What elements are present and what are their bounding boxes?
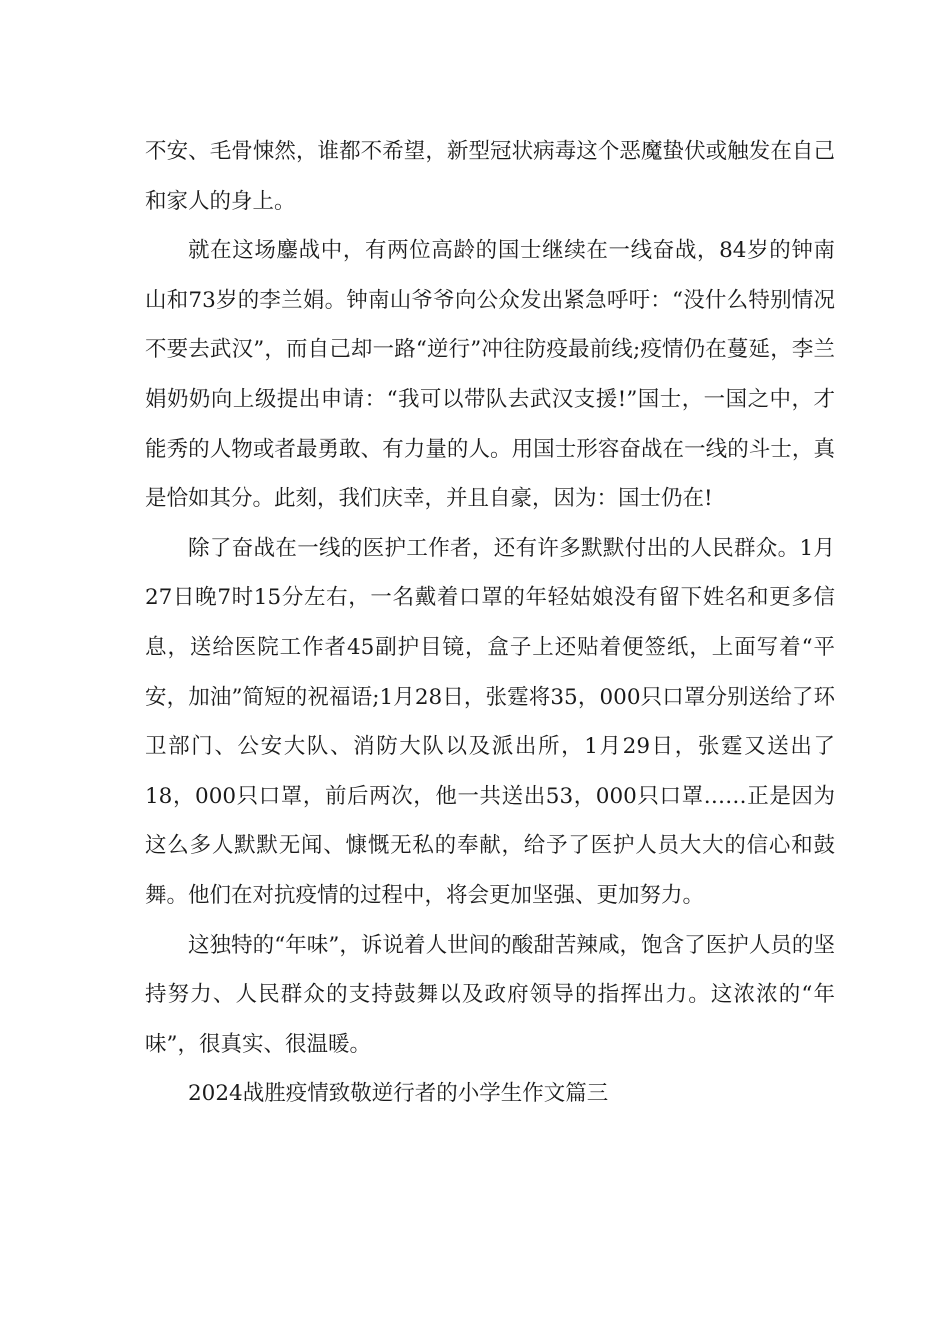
- section-heading: 2024战胜疫情致敬逆行者的小学生作文篇三: [188, 1081, 609, 1107]
- paragraph-ordinary-people: 除了奋战在一线的医护工作者，还有许多默默付出的人民群众。1月27日晚7时15分左右，一名戴着口罩的年轻姑娘没有留下姓名和更多信息，送给医院工作者45副护目镜，盒子上还贴着便签纸，上面写着“平安，加油”简短的祝福语;1月28日，张霆将35，000只口罩分别送给了环卫部门、公安大队、消防大队以及派出所，1月29日，张霆又送出了18，000只口罩，前后两次，他一共送出53，000只口罩……正是因为这么多人默默无闻、慷慨无私的奉献，给予了医护人员大大的信心和鼓舞。他们在对抗疫情的过程中，将会更加坚强、更加努力。: [145, 535, 835, 908]
- paragraph-continued: 不安、毛骨悚然，谁都不希望，新型冠状病毒这个恶魔蛰伏或触发在自己和家人的身上。: [145, 139, 835, 214]
- paragraph-new-year-flavor: 这独特的“年味”，诉说着人世间的酸甜苦辣咸，饱含了医护人员的坚持努力、人民群众的支持鼓舞以及政府领导的指挥出力。这浓浓的“年味”，很真实、很温暖。: [145, 932, 835, 1057]
- document-body: [145, 127, 835, 1119]
- paragraph-national-heroes: 就在这场鏖战中，有两位高龄的国士继续在一线奋战，84岁的钟南山和73岁的李兰娟。钟南山爷爷向公众发出紧急呼吁：“没什么特别情况不要去武汉”，而自己却一路“逆行”冲往防疫最前线;疫情仍在蔓延，李兰娟奶奶向上级提出申请：“我可以带队去武汉支援!”国士，一国之中，才能秀的人物或者最勇敢、有力量的人。用国士形容奋战在一线的斗士，真是恰如其分。此刻，我们庆幸，并且自豪，因为：国士仍在!: [145, 238, 835, 512]
